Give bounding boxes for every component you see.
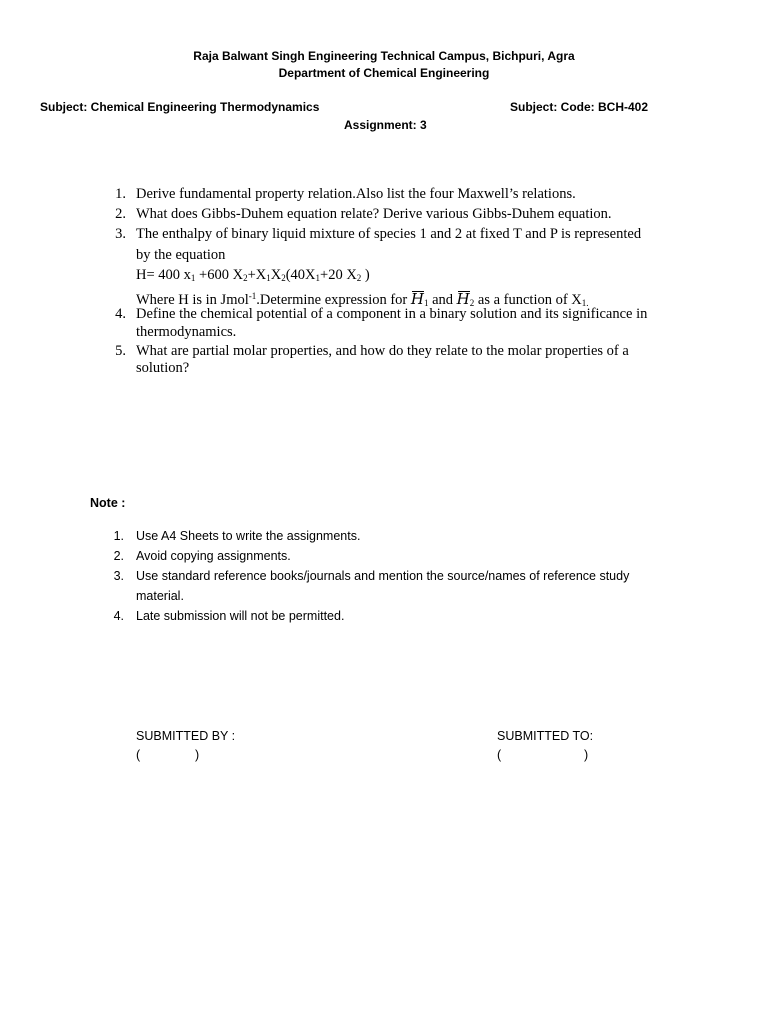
equation-part: +600 X (195, 267, 244, 283)
assignment-number: Assignment: 3 (344, 118, 427, 132)
question-text-continued: thermodynamics. (136, 324, 237, 340)
equation-subscript: 1 (315, 273, 321, 283)
partial-h1-subscript: 1 (423, 298, 429, 308)
note-number: 1. (113, 529, 124, 543)
question-number: 2. (115, 206, 126, 222)
equation-subscript: 1 (266, 273, 271, 283)
question-list (0, 185, 768, 385)
note-text: Late submission will not be permitted. (136, 609, 345, 623)
department-title: Department of Chemical Engineering (278, 66, 490, 80)
note-text: Use standard reference books/journals and mention the source/names of reference study (136, 569, 630, 583)
note-text-continued: material. (136, 589, 184, 603)
partial-h2-symbol: H (456, 290, 470, 308)
equation-part: (40X (285, 267, 316, 283)
submitted-by-label: SUBMITTED BY : (136, 729, 236, 743)
question-text: The enthalpy of binary liquid mixture of species 1 and 2 at fixed T and P is represented (136, 226, 642, 242)
equation-subscript: 2 (356, 273, 362, 283)
units-superscript: -1 (248, 291, 257, 301)
equation-part: +20 X (320, 267, 357, 283)
enthalpy-equation (136, 266, 676, 288)
equation-part: +X (247, 267, 267, 283)
equation-part: H= 400 x (136, 267, 191, 283)
units-text: .Determine expression for (256, 292, 411, 308)
note-number: 4. (113, 609, 124, 623)
question-text: Derive fundamental property relation.Also list the four Maxwell’s relations. (136, 186, 576, 202)
question-number: 5. (115, 343, 126, 359)
question-number: 4. (115, 306, 126, 322)
equation-part: ) (361, 267, 370, 283)
x-subscript: 1. (581, 298, 589, 308)
question-number: 3. (115, 226, 126, 242)
institution-title: Raja Balwant Singh Engineering Technical Campus, Bichpuri, Agra (193, 49, 575, 63)
submitted-to-label: SUBMITTED TO: (497, 729, 594, 743)
question-text: Define the chemical potential of a component in a binary solution and its significance in (136, 306, 648, 322)
question-text: What are partial molar properties, and how do they relate to the molar properties of a (136, 343, 629, 359)
note-text: Avoid copying assignments. (136, 549, 291, 563)
question-number: 1. (115, 186, 126, 202)
question-text-continued: by the equation (136, 247, 226, 263)
units-text: Where H is in Jmol (136, 292, 249, 308)
partial-h1-symbol: H (410, 290, 424, 308)
note-number: 2. (113, 549, 124, 563)
subject-name: Subject: Chemical Engineering Thermodynamics (40, 100, 320, 114)
question-text-continued: solution? (136, 360, 190, 376)
partial-h2-subscript: 2 (469, 298, 475, 308)
submitted-to-paren-close: ) (584, 748, 589, 762)
note-list (0, 529, 768, 629)
equation-part: X (270, 267, 282, 283)
note-heading: Note : (90, 496, 126, 510)
equation-subscript: 1 (190, 273, 196, 283)
submitted-by-paren-open: ( (136, 748, 141, 762)
note-number: 3. (113, 569, 124, 583)
units-text: and (428, 292, 457, 308)
note-text: Use A4 Sheets to write the assignments. (136, 529, 361, 543)
question-text: What does Gibbs-Duhem equation relate? Derive various Gibbs-Duhem equation. (136, 206, 612, 222)
submitted-to-paren-open: ( (497, 748, 502, 762)
subject-code: Subject: Code: BCH-402 (510, 100, 649, 114)
equation-subscript: 2 (243, 273, 248, 283)
equation-subscript: 2 (281, 273, 286, 283)
submitted-by-paren-close: ) (195, 748, 200, 762)
units-text: as a function of X (474, 292, 582, 308)
